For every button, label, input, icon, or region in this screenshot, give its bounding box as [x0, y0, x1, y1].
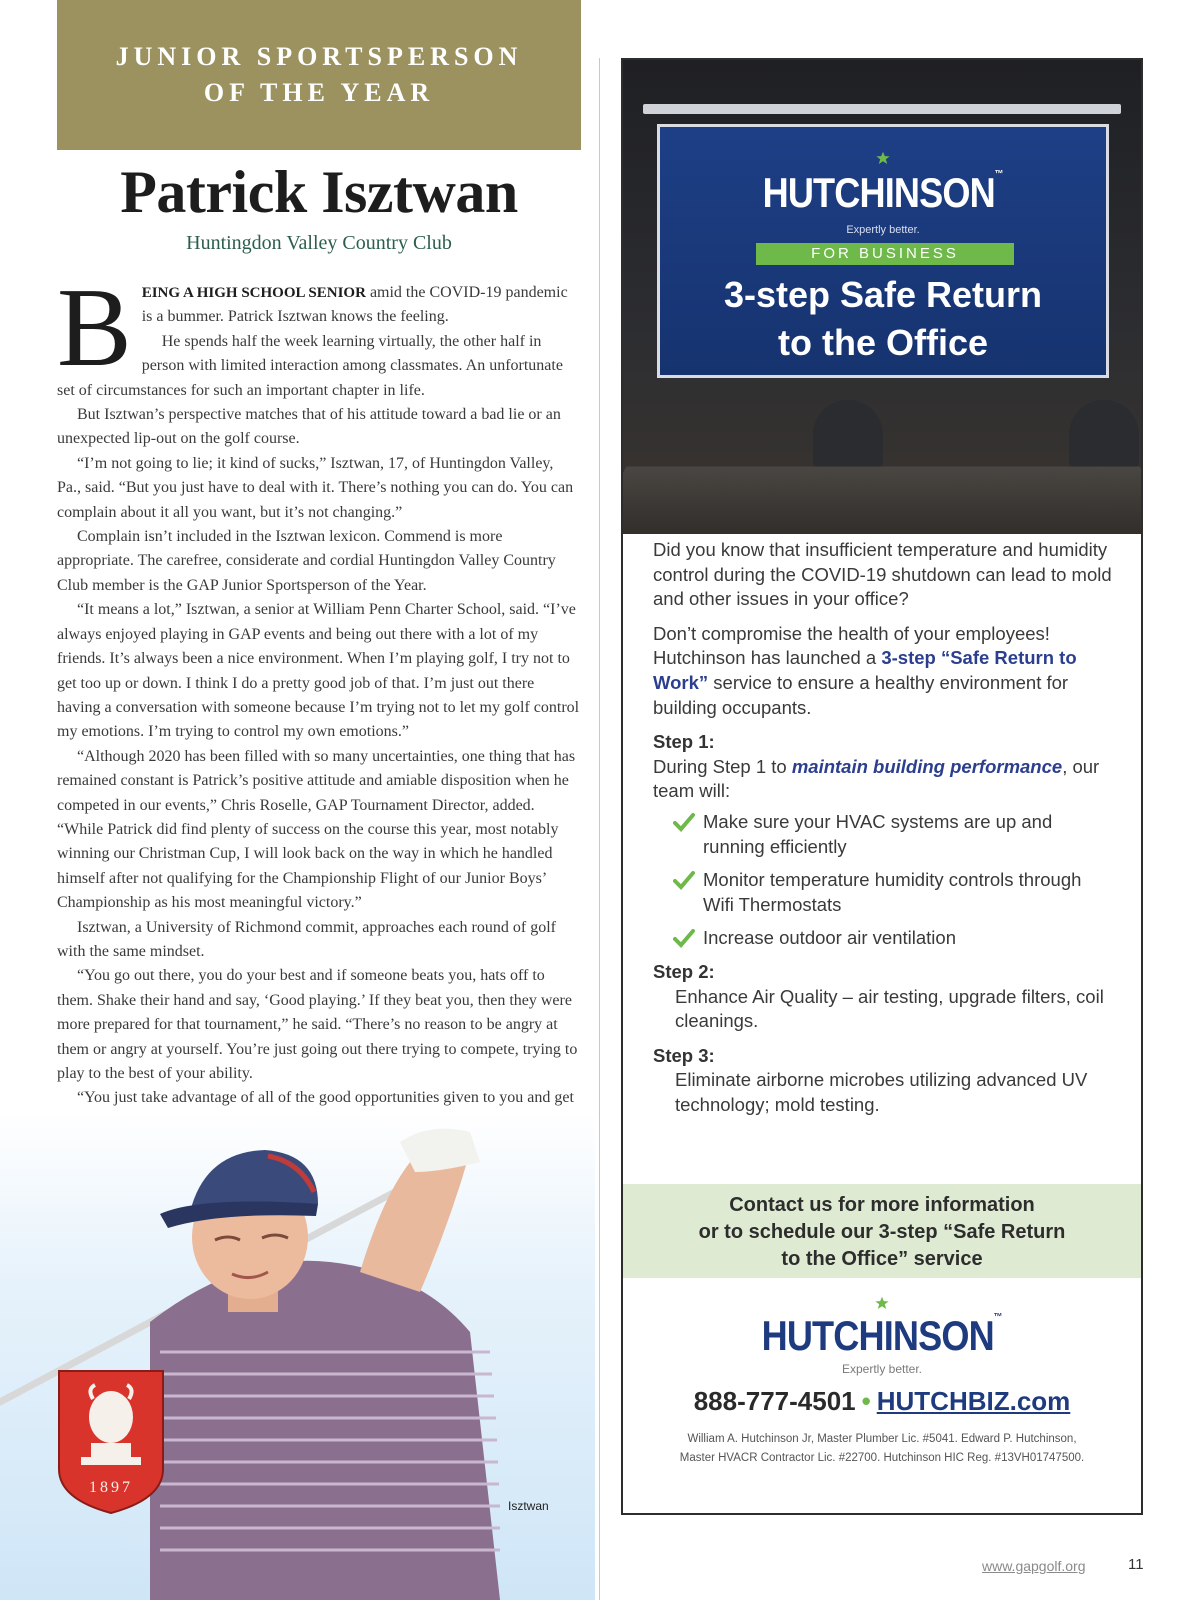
drop-cap: B — [57, 266, 132, 390]
presentation-screen — [657, 124, 1109, 378]
article-paragraph: “You just take advantage of all of the good opportunities given to you and get — [57, 1086, 581, 1136]
article-paragraph: “I’m not going to lie; it kind of sucks,” Isztwan, 17, of Huntingdon Valley, Pa., said. “But you just have to deal with it. There’s nothing you can do. You can complain about it all you want, but it’s not changing.” — [57, 454, 574, 521]
photo-caption: Isztwan — [508, 1499, 549, 1513]
checkmark-icon — [673, 870, 695, 890]
article-paragraph: Isztwan, a University of Richmond commit, approaches each round of golf with the same mindset. — [57, 918, 556, 960]
step-2-text: Enhance Air Quality – air testing, upgrade filters, coil cleanings. — [675, 985, 1104, 1032]
article-paragraph: “Although 2020 has been filled with so many uncertainties, one thing that has remained constant is Patrick’s positive attitude and amiable disposition when he competed in our events,” Chris Roselle, GAP Tournament Director, added. “While Patrick did find plenty of success on the course this year, most notably winning our Christman Cup, I will look back on the way in which he handled himself after not qualifying for the Championship Flight of our Junior Boys’ Championship as his most meaningful victory.” — [57, 747, 576, 912]
hutchinson-advertisement — [621, 58, 1143, 1515]
license-info: William A. Hutchinson Jr, Master Plumber Lic. #5041. Edward P. Hutchinson, Master HVACR Contractor Lic. #22700. Hutchinson HIC Reg. #13VH01747500. — [679, 1433, 1085, 1464]
checklist-item: Make sure your HVAC systems are up and running efficiently — [673, 810, 1113, 859]
article-paragraph: BEING A HIGH SCHOOL SENIOR amid the COVID-19 pandemic is a bummer. Patrick Isztwan knows the feeling. — [57, 266, 568, 390]
checkmark-icon — [673, 928, 695, 948]
crest-year-label — [57, 1470, 165, 1500]
for-business-badge: FOR BUSINESS — [756, 243, 1014, 265]
club-name: Huntingdon Valley Country Club — [186, 232, 452, 254]
chair-shape — [1069, 400, 1139, 470]
svg-text:1897: 1897 — [89, 1479, 133, 1496]
article-paragraph: “It means a lot,” Isztwan, a senior at William Penn Charter School, said. “I’ve always enjoyed playing in GAP events and being out there with a lot of my friends. It’s always been a nice environment. When I’m playing golf, I try not to get too up or down. I think I do a pretty good job of that. I’m just out there having a conversation with someone because I’m trying not to let my golf control my emotions. I’m trying to control my own emotions.” — [57, 601, 580, 741]
screen-title: 3-step Safe Return to the Office — [723, 274, 1043, 363]
step-3-title: Step 3: — [653, 1044, 715, 1066]
brand-tagline: Expertly better. — [841, 1362, 923, 1376]
article-paragraph: Complain isn’t included in the Isztwan lexicon. Commend is more appropriate. The carefree, considerate and cordial Huntingdon Valley Country Club member is the GAP Junior Sportsperson of the Year. — [57, 528, 556, 594]
article-body — [57, 266, 581, 1136]
article-paragraph: He spends half the week learning virtually, the other half in person with limited interaction among classmates. An unfortunate set of circumstances for such an important chapter in life. — [57, 332, 563, 399]
phone-number[interactable]: 888-777-4501 — [693, 1386, 856, 1416]
checklist-item: Increase outdoor air ventilation — [673, 926, 1113, 951]
chair-shape — [813, 400, 883, 470]
step-1-title: Step 1: — [653, 731, 715, 753]
website-link[interactable]: HUTCHBIZ.com — [876, 1386, 1071, 1416]
ad-intro: Did you know that insufficient temperature and humidity control during the COVID-19 shutdown can lead to mold and other issues in your office? — [653, 539, 1112, 610]
footer-website-link[interactable]: www.gapgolf.org — [982, 1558, 1086, 1574]
brand-logo-text: HUTCHINSON™ — [761, 1312, 1003, 1359]
ad-hero-image — [623, 60, 1141, 534]
page-number: 11 — [1128, 1556, 1144, 1573]
contact-line — [623, 1386, 1141, 1417]
step-3-text: Eliminate airborne microbes utilizing advanced UV technology; mold testing. — [675, 1069, 1088, 1115]
ad-pitch: Don’t compromise the health of your employees! Hutchinson has launched a 3-step “Safe Return to Work” service to ensure a healthy environment for building occupants. — [653, 622, 1077, 718]
step-2-title: Step 2: — [653, 960, 715, 982]
checkmark-icon — [673, 812, 695, 832]
brand-star-icon — [876, 151, 890, 165]
separator-dot: • — [861, 1386, 871, 1416]
step-1-checklist — [673, 810, 1113, 951]
projector-bar — [643, 104, 1121, 114]
golfer-photo — [0, 1112, 595, 1600]
section-banner — [57, 0, 581, 150]
column-divider — [599, 58, 600, 1600]
golfer-illustration — [0, 1112, 595, 1600]
lead-caps: EING A HIGH SCHOOL SENIOR — [141, 285, 366, 301]
article-paragraph: “You go out there, you do your best and if someone beats you, hats off to them. Shake their hand and say, ‘Good playing.’ If they beat you, then they were more prepared for that tournament,” he said. “There’s no reason to be angry at them or angry at yourself. You’re just going out there trying to compete, trying to play to the best of your ability. — [57, 967, 578, 1082]
brand-logo-text: HUTCHINSON™ — [762, 169, 1004, 216]
banner-line-1: JUNIOR SPORTSPERSON — [115, 42, 523, 71]
contact-callout: Contact us for more information or to schedule our 3-step “Safe Return to the Office” service — [623, 1184, 1141, 1278]
brand-star-icon — [875, 1296, 889, 1310]
brand-tagline: Expertly better. — [846, 224, 920, 236]
checklist-item: Monitor temperature humidity controls through Wifi Thermostats — [673, 868, 1113, 917]
ad-body-copy — [653, 538, 1113, 1127]
conference-table — [623, 466, 1141, 534]
step-1-text: During Step 1 to maintain building performance, our team will: — [653, 755, 1100, 802]
article-headline: Patrick Isztwan — [120, 159, 518, 225]
article-paragraph: But Isztwan’s perspective matches that of his attitude toward a bad lie or an unexpected lip-out on the golf course. — [57, 406, 561, 448]
banner-line-2: OF THE YEAR — [203, 78, 435, 107]
